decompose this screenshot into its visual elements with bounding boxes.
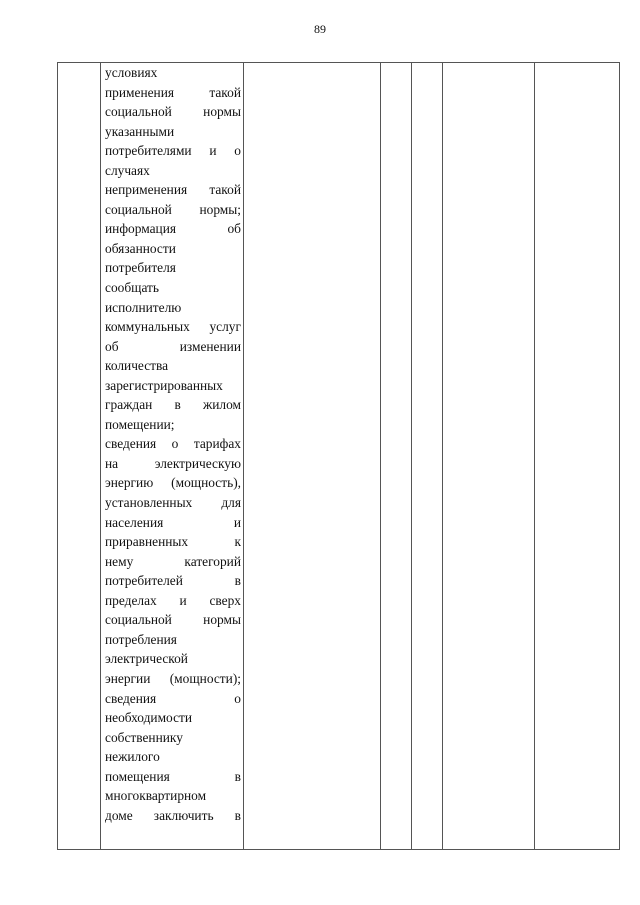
page-number: 89: [314, 22, 326, 36]
text-line: [101, 493, 243, 513]
text-word: об: [105, 338, 119, 354]
text-word: потребителей: [105, 573, 183, 589]
text-word: и: [209, 143, 217, 159]
text-word: случаях: [105, 162, 150, 178]
text-line: [101, 356, 243, 376]
text-word: указанными: [105, 123, 175, 139]
text-word: к: [234, 534, 241, 550]
text-line: [101, 473, 243, 493]
text-word: сообщать: [105, 280, 160, 296]
text-word: энергию: [105, 475, 154, 491]
text-word: неприменения: [105, 182, 188, 198]
text-word: нему: [105, 553, 134, 569]
text-word: необходимости: [105, 710, 193, 726]
table-cell: [244, 63, 381, 850]
text-line: [101, 376, 243, 396]
text-word: электрическую: [154, 455, 241, 471]
table-cell: [443, 63, 535, 850]
text-line: [101, 806, 243, 826]
text-word: коммунальных: [105, 319, 190, 335]
text-line: [101, 258, 243, 278]
text-word: на: [105, 455, 119, 471]
text-word: категорий: [184, 553, 241, 569]
text-line: [101, 552, 243, 572]
text-line: [101, 649, 243, 669]
text-word: условиях: [105, 65, 158, 80]
text-word: многоквартирном: [105, 788, 207, 804]
cell-text: [101, 63, 243, 825]
table-cell-number: [58, 63, 101, 850]
text-line: [101, 395, 243, 415]
text-line: [101, 669, 243, 689]
text-line: [101, 708, 243, 728]
text-word: о: [234, 143, 241, 159]
text-word: нормы: [203, 104, 241, 120]
text-word: пределах: [105, 592, 157, 608]
text-line: [101, 630, 243, 650]
text-line: [101, 728, 243, 748]
text-line: [101, 141, 243, 161]
text-word: услуг: [209, 319, 241, 335]
text-line: [101, 317, 243, 337]
text-word: жилом: [202, 397, 241, 413]
document-table: [57, 62, 620, 850]
text-line: [101, 102, 243, 122]
text-word: социальной: [105, 104, 172, 120]
text-line: [101, 434, 243, 454]
text-line: [101, 337, 243, 357]
text-word: (мощность),: [171, 475, 241, 491]
text-word: собственнику: [105, 729, 183, 745]
text-line: [101, 786, 243, 806]
text-word: помещения: [105, 768, 170, 784]
text-line: [101, 63, 243, 83]
text-line: [101, 689, 243, 709]
text-word: в: [234, 768, 241, 784]
text-line: [101, 571, 243, 591]
text-word: нормы;: [199, 201, 241, 217]
text-word: обязанности: [105, 240, 176, 256]
text-word: в: [234, 807, 241, 823]
text-word: сведения: [105, 436, 157, 452]
text-line: [101, 591, 243, 611]
text-word: информация: [105, 221, 177, 237]
text-word: в: [174, 397, 181, 413]
text-word: заключить: [153, 807, 214, 823]
text-line: [101, 83, 243, 103]
text-word: для: [221, 495, 241, 511]
text-word: зарегистрированных: [105, 377, 223, 393]
text-word: населения: [105, 514, 164, 530]
text-line: [101, 532, 243, 552]
text-word: количества: [105, 358, 169, 374]
text-word: помещении;: [105, 416, 175, 432]
text-word: (мощности);: [169, 670, 241, 686]
text-line: [101, 513, 243, 533]
text-word: сверх: [209, 592, 241, 608]
text-word: потребителя: [105, 260, 176, 276]
text-word: исполнителю: [105, 299, 182, 315]
text-word: такой: [209, 182, 241, 198]
text-line: [101, 200, 243, 220]
text-word: социальной: [105, 612, 172, 628]
text-word: нормы: [203, 612, 241, 628]
text-line: [101, 610, 243, 630]
text-word: такой: [209, 84, 241, 100]
text-line: [101, 767, 243, 787]
table-cell: [535, 63, 620, 850]
text-word: приравненных: [105, 534, 189, 550]
text-line: [101, 122, 243, 142]
table-cell: [412, 63, 443, 850]
text-line: [101, 298, 243, 318]
text-word: об: [227, 221, 241, 237]
text-line: [101, 219, 243, 239]
text-word: потребления: [105, 631, 177, 647]
text-word: и: [233, 514, 241, 530]
text-word: энергии: [105, 670, 151, 686]
text-line: [101, 454, 243, 474]
table-row: [58, 63, 620, 850]
text-word: граждан: [105, 397, 153, 413]
text-line: [101, 161, 243, 181]
table-cell-description: [101, 63, 244, 850]
text-word: электрической: [105, 651, 188, 667]
text-line: [101, 415, 243, 435]
text-word: в: [234, 573, 241, 589]
text-word: социальной: [105, 201, 172, 217]
text-word: нежилого: [105, 749, 160, 765]
text-word: доме: [105, 807, 133, 823]
text-word: изменении: [179, 338, 241, 354]
text-word: потребителями: [105, 143, 192, 159]
text-line: [101, 278, 243, 298]
text-word: сведения: [105, 690, 157, 706]
text-word: применения: [105, 84, 175, 100]
text-line: [101, 239, 243, 259]
text-word: и: [179, 592, 187, 608]
text-word: тарифах: [193, 436, 241, 452]
table-cell: [381, 63, 412, 850]
text-word: установленных: [105, 495, 193, 511]
text-word: о: [171, 436, 179, 452]
text-line: [101, 747, 243, 767]
text-word: о: [234, 690, 241, 706]
text-line: [101, 180, 243, 200]
